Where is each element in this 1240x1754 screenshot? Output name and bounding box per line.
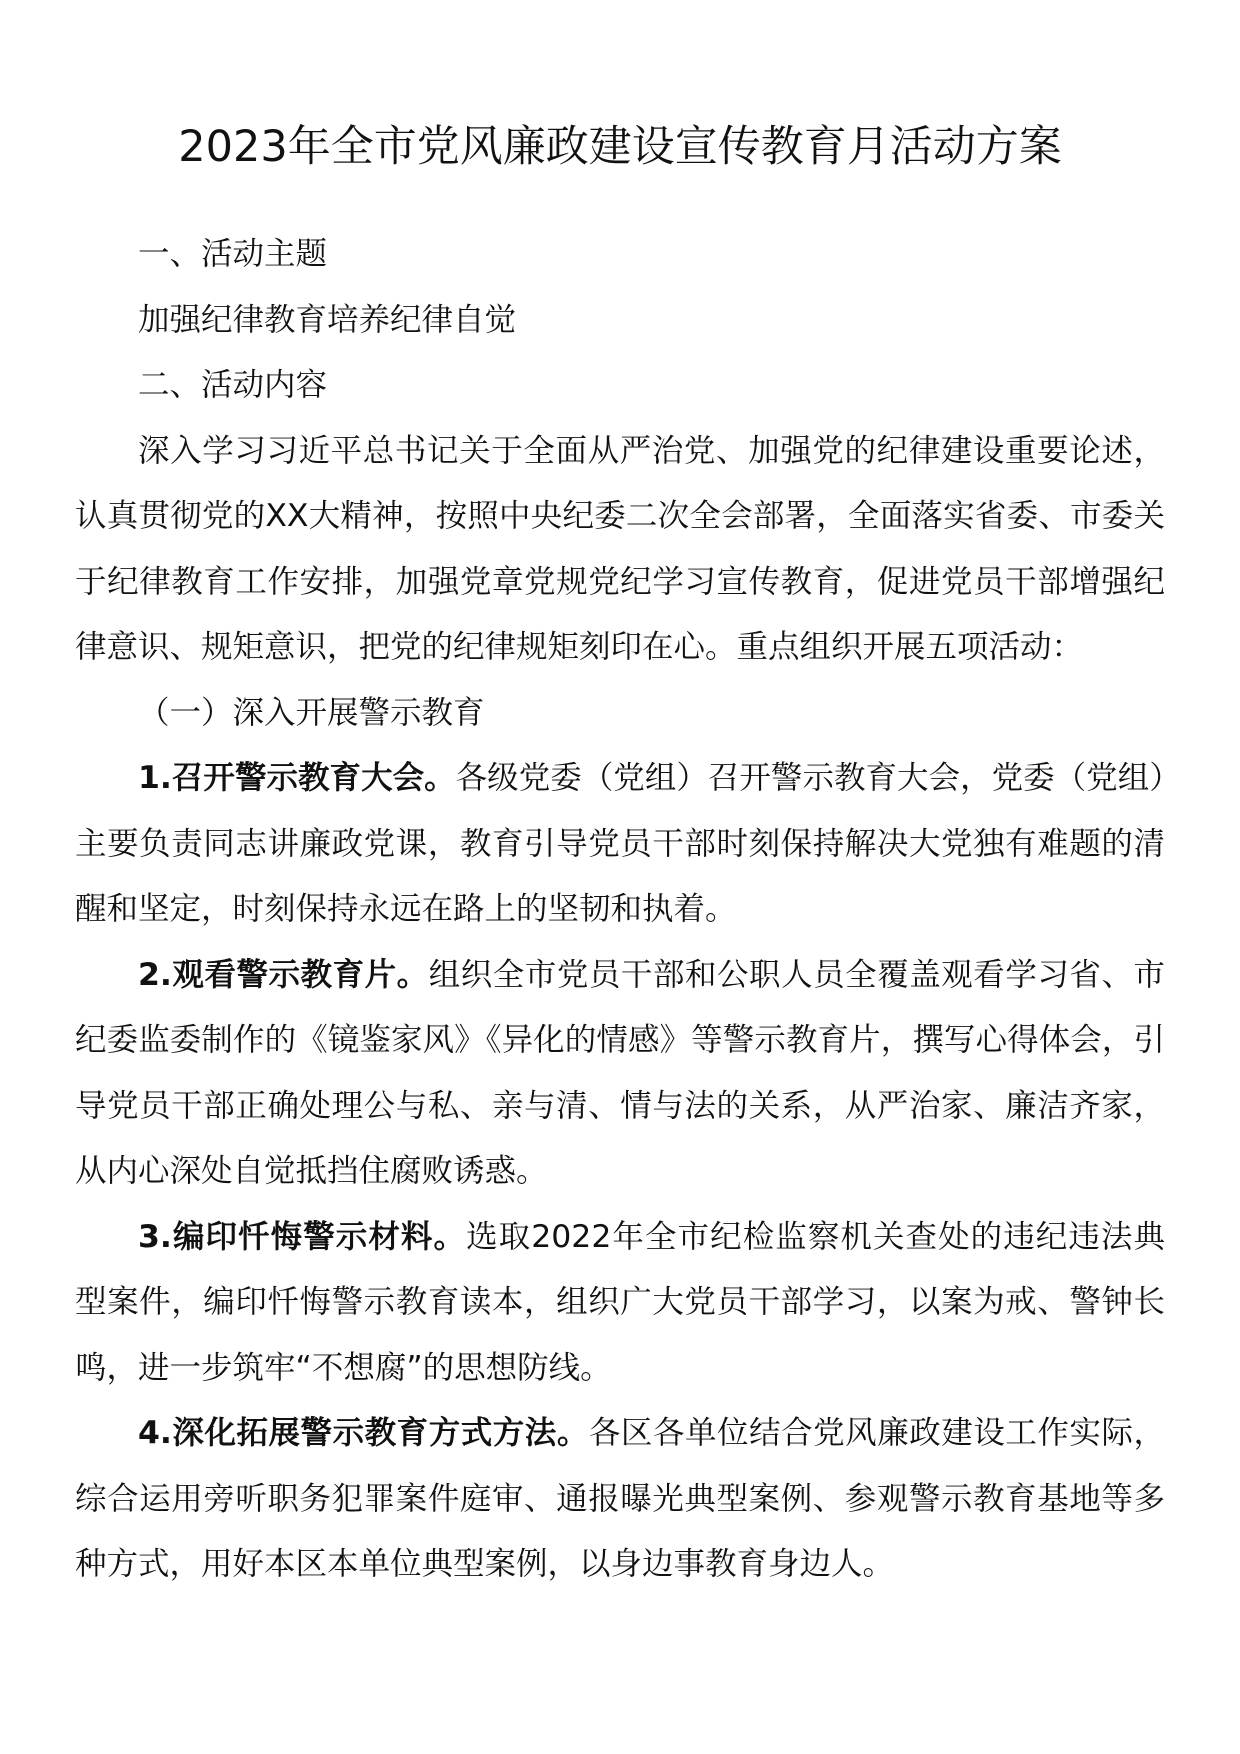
heading-activity-theme: 一、活动主题 [138, 236, 328, 272]
list-item [75, 943, 1165, 1205]
activity-content-intro: 深入学习习近平总书记关于全面从严治党、加强党的纪律建设重要论述，认真贯彻党的XX大精神，按照中央纪委二次全会部署，全面落实省委、市委关于纪律教育工作安排，加强党章党规党纪学习宣传教育，促进党员干部增强纪律意识、规矩意识，把党的纪律规矩刻印在心。重点组织开展五项活动： [75, 432, 1165, 665]
list-item-text: 各区各单位结合党风廉政建设工作实际，综合运用旁听职务犯罪案件庭审、通报曝光典型案例、参观警示教育基地等多种方式，用好本区本单位典型案例，以身边事教育身边人。 [75, 1415, 1165, 1582]
list-item-lead: 1.召开警示教育大会。 [138, 760, 456, 796]
list-item [75, 1205, 1165, 1402]
subheading-warning-education: （一）深入开展警示教育 [138, 694, 485, 731]
list-item [75, 746, 1165, 943]
list-item-text: 选取2022年全市纪检监察机关查处的违纪违法典型案件，编印忏悔警示教育读本，组织广大党员干部学习，以案为戒、警钟长鸣，进一步筑牢“不想腐”的思想防线。 [75, 1218, 1165, 1386]
heading-activity-content: 二、活动内容 [138, 367, 328, 403]
list-item-lead: 4.深化拓展警示教育方式方法。 [138, 1415, 589, 1451]
list-item-text: 组织全市党员干部和公职人员全覆盖观看学习省、市纪委监委制作的《镜鉴家风》《异化的情感》等警示教育片，撰写心得体会，引导党员干部正确处理公与私、亲与清、情与法的关系，从严治家、廉洁齐家，从内心深处自觉抵挡住腐败诱惑。 [75, 956, 1165, 1189]
document-title: 2023年全市党风廉政建设宣传教育月活动方案 [178, 121, 1062, 172]
list-item-lead: 2.观看警示教育片。 [138, 956, 429, 993]
activity-theme-text: 加强纪律教育培养纪律自觉 [138, 301, 517, 338]
document-body [75, 222, 1165, 1598]
list-item-text: 各级党委（党组）召开警示教育大会，党委（党组）主要负责同志讲廉政党课，教育引导党员干部时刻保持解决大党独有难题的清醒和坚定，时刻保持永远在路上的坚韧和执着。 [75, 760, 1165, 927]
list-item [75, 1401, 1165, 1598]
list-item-lead: 3.编印忏悔警示材料。 [138, 1218, 467, 1255]
